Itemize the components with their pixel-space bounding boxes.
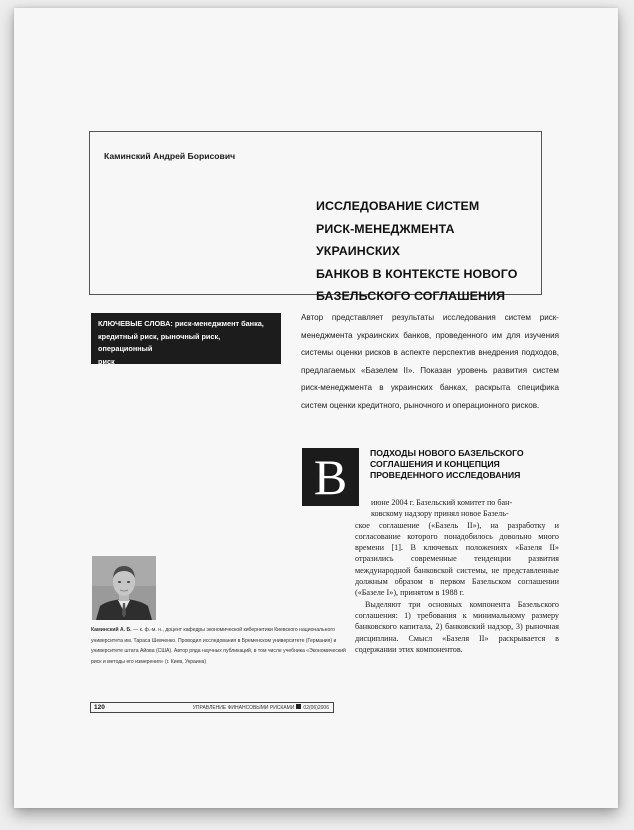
section-title-line: СОГЛАШЕНИЯ И КОНЦЕПЦИЯ — [370, 459, 500, 469]
article-title — [316, 195, 536, 308]
bio-name: Каминский А. Б. — [91, 627, 132, 633]
keywords-line: КЛЮЧЕВЫЕ СЛОВА: риск-менеджмент банка, — [98, 319, 264, 328]
body-text — [355, 497, 559, 655]
bio-text: — к. ф.-м. н., доцент кафедры экономической кибернетики Киевского национального университета им. Тараса Шевченко. Проводил исследования в Бременском университете (Германия) и университете штата Айова (США). Автор ряда научных публикаций, в том числе учебника «Экономический риск и методы его измерения» (г. Киев, Украина) — [91, 627, 346, 665]
body-paragraph: ское соглашение («Базель II»), на разработку и согласование которого понадобилось довольно много времени [1]. В ключевых положениях «Базеля II» отразились современные тенденции развития международной банковской системы, не представленные должным образом в первом Базельском соглашении («Базеле I»), принятом в 1988 г. — [355, 520, 559, 598]
body-paragraph: Выделяют три основных компонента Базельского соглашения: 1) требования к минимальному размеру банковского капитала, 2) банковский надзор, 3) рыночная дисциплина. Смысл «Базеля II» раскрывается в содержании этих компонентов. — [355, 599, 559, 654]
title-line: БАЗЕЛЬСКОГО СОГЛАШЕНИЯ — [316, 289, 506, 303]
abstract: Автор представляет результаты исследования систем риск-менеджмента украинских банков, проведенного им для изучения системы оценки рисков в аспекте перспектив внедрения подходов, предлагаемых «Базелем II». Показан уровень развития систем риск-менеджмента в украинских банках, раскрыта специфика систем оценки кредитного, рыночного и операционного рисков. — [301, 313, 559, 410]
author-photo — [92, 556, 156, 620]
section-title-line: ПРОВЕДЕННОГО ИССЛЕДОВАНИЯ — [370, 470, 521, 480]
journal-info — [193, 703, 329, 713]
keywords-line: риск — [98, 357, 115, 367]
journal-name: УПРАВЛЕНИЕ ФИНАНСОВЫМИ РИСКАМИ — [192, 705, 295, 711]
page-footer — [90, 702, 334, 713]
author-name: Каминский Андрей Борисович — [104, 151, 236, 161]
section-title — [370, 448, 560, 481]
section-title-line: ПОДХОДЫ НОВОГО БАЗЕЛЬСКОГО — [370, 448, 524, 458]
author-portrait-image — [92, 556, 156, 620]
magazine-page — [14, 8, 618, 808]
title-line: РИСК-МЕНЕДЖМЕНТА УКРАИНСКИХ — [316, 221, 455, 258]
keywords-line: кредитный риск, рыночный риск, операционный — [98, 331, 221, 354]
keywords-box — [91, 313, 281, 367]
keywords-text — [98, 318, 274, 369]
dropcap: В — [302, 448, 359, 506]
author-bio — [91, 625, 351, 667]
body-line: ковскому надзору принял новое Базель- — [371, 509, 509, 519]
body-line: июне 2004 г. Базельский комитет по бан- — [371, 498, 513, 507]
page-number: 120 — [94, 704, 105, 711]
journal-issue: 02(06)2006 — [303, 705, 329, 711]
title-line: ИССЛЕДОВАНИЕ СИСТЕМ — [316, 199, 480, 213]
title-box — [89, 131, 542, 303]
title-line: БАНКОВ В КОНТЕКСТЕ НОВОГО — [316, 266, 518, 281]
square-bullet-icon — [296, 704, 301, 709]
